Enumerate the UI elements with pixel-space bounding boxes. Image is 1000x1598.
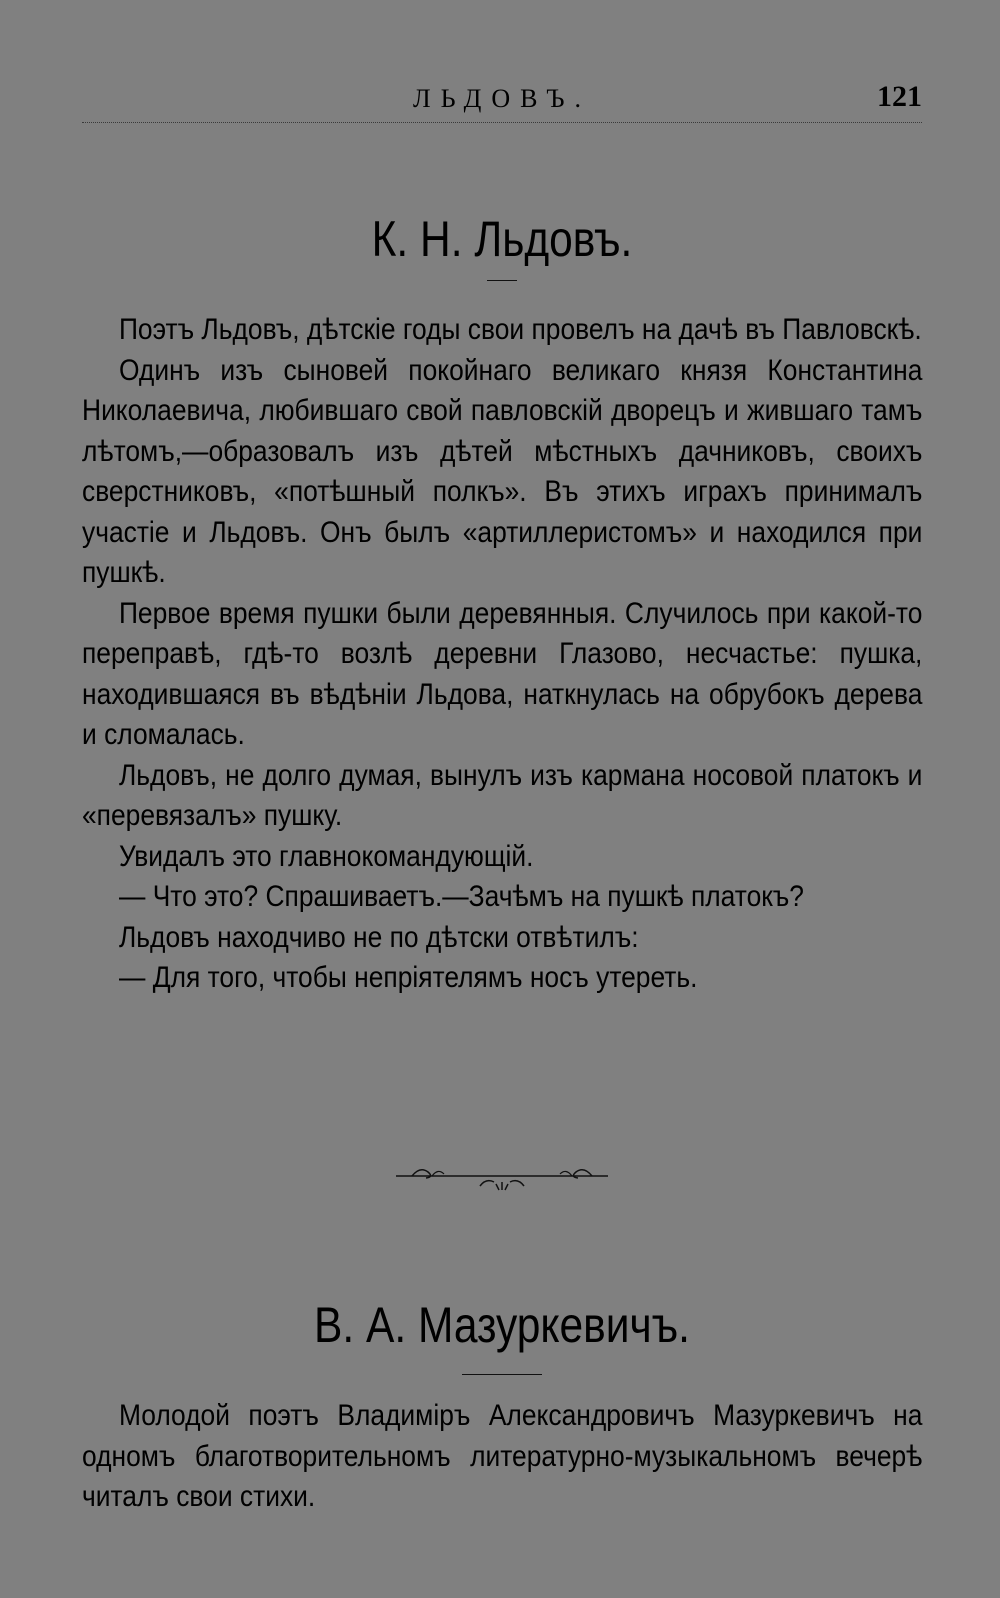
paragraph: Молодой поэтъ Владиміръ Александровичъ Мазуркевичъ на одномъ благотворительномъ литературно-музыкальномъ вечерѣ читалъ свои стихи. xyxy=(82,1399,923,1513)
title-rule xyxy=(462,1374,542,1375)
header-rule xyxy=(82,122,922,123)
page-number: 121 xyxy=(877,80,922,113)
paragraph: Льдовъ, не долго думая, вынулъ изъ кармана носовой платокъ и «перевязалъ» пушку. xyxy=(82,758,923,832)
paragraph: — Для того, чтобы непріятелямъ носъ утереть. xyxy=(118,961,698,994)
section-body-ldov xyxy=(82,310,922,999)
paragraph: Первое время пушки были деревянныя. Случилось при какой-то переправѣ, гдѣ-то возлѣ деревни Глазово, несчастье: пушка, находившаяся въ вѣдѣніи Льдова, наткнулась на обрубокъ дерева и сломалась. xyxy=(82,596,923,751)
paragraph: Одинъ изъ сыновей покойнаго великаго князя Константина Николаевича, любившаго свой павловскій дворецъ и жившаго тамъ лѣтомъ,—образовалъ изъ дѣтей мѣстныхъ дачниковъ, своихъ сверстниковъ, «потѣшный полкъ». Въ этихъ играхъ принималъ участіе и Льдовъ. Онъ былъ «артиллеристомъ» и находился при пушкѣ. xyxy=(82,353,923,589)
paragraph: Льдовъ находчиво не по дѣтски отвѣтилъ: xyxy=(118,920,639,954)
running-title: ЛЬДОВЪ. xyxy=(413,84,591,113)
section-title-ldov: К. Н. Льдовъ. xyxy=(371,211,633,267)
paragraph: — Что это? Спрашиваетъ.—Зачѣмъ на пушкѣ платокъ? xyxy=(118,880,804,913)
paragraph: Увидалъ это главнокомандующій. xyxy=(118,839,534,873)
section-body-mazurkevich xyxy=(82,1396,922,1518)
paragraph: Поэтъ Льдовъ, дѣтскіе годы свои провелъ на дачѣ въ Павловскѣ. xyxy=(118,313,922,346)
title-rule xyxy=(487,280,517,281)
section-title-mazurkevich: В. А. Мазуркевичъ. xyxy=(314,1297,690,1353)
running-head xyxy=(82,80,922,120)
ornament-divider-icon xyxy=(392,1162,612,1202)
